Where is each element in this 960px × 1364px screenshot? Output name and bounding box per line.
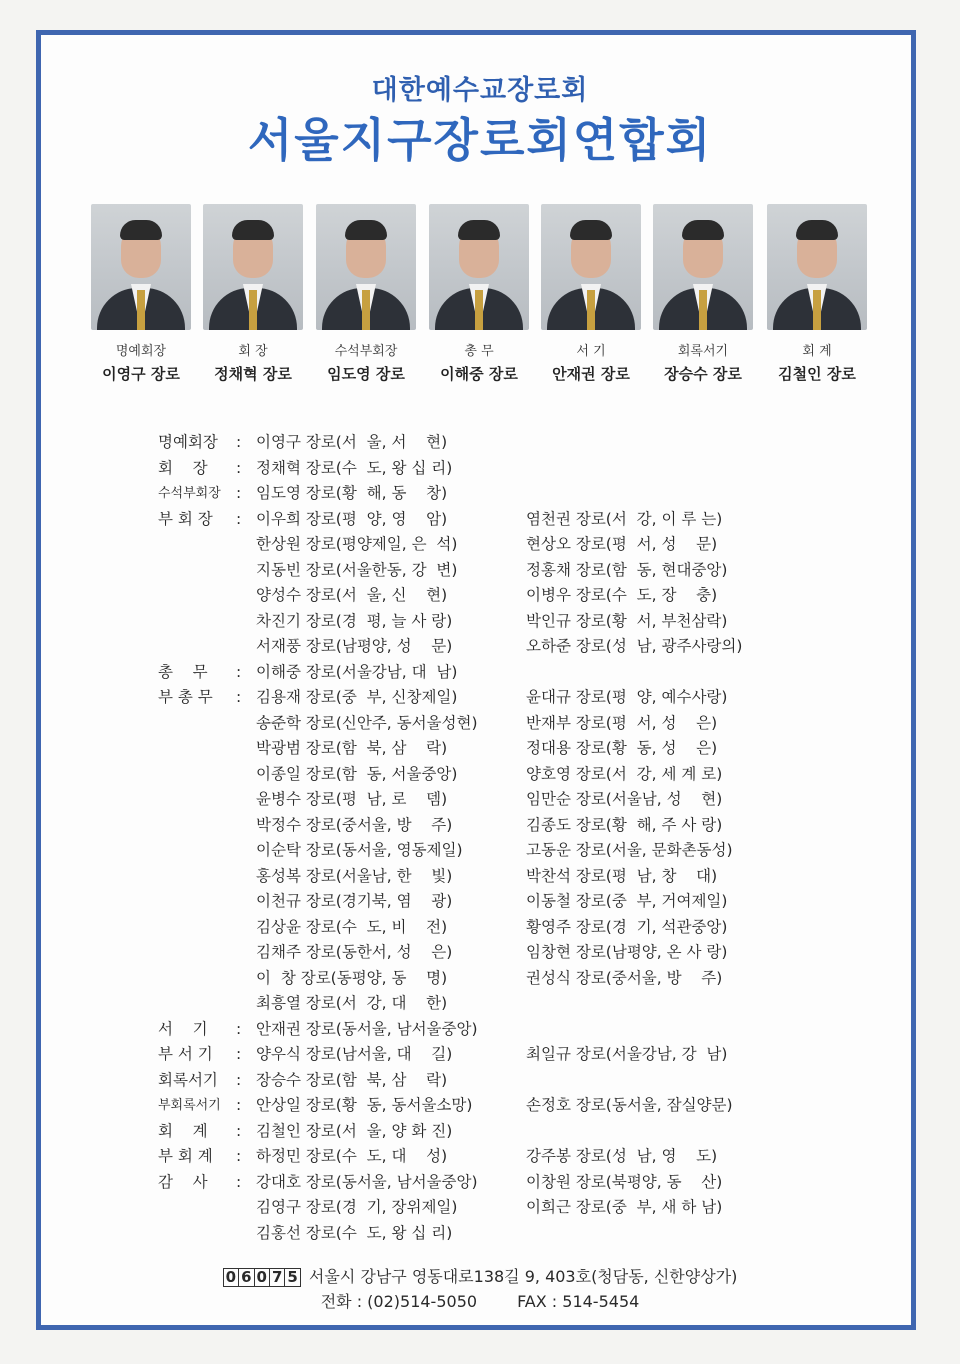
roster-row (158, 634, 858, 660)
roster-entry: 하정민 장로(수 도, 대 성) (256, 1147, 448, 1165)
roster-entry: 박찬석 장로(평 남, 창 대) (526, 866, 718, 885)
officer-name: 이해중 장로 (440, 365, 518, 383)
org-name: 대한예수교장로회 (371, 75, 589, 106)
roster-entry: 김종도 장로(황 해, 주 사 랑) (526, 815, 723, 834)
roster-row (158, 966, 858, 992)
roster-entry: 정채혁 장로(수 도, 왕 십 리) (256, 458, 453, 477)
zip-digit: 0 (254, 1268, 270, 1287)
officer-role: 명예회장 (115, 344, 167, 359)
roster-title: 회 계 (158, 1121, 208, 1140)
roster-entry: 박정수 장로(중서울, 방 주) (256, 815, 453, 834)
roster-entry: 이 창 장로(동평양, 동 명) (256, 968, 448, 987)
roster-entry: 이해중 장로(서울강남, 대 남) (256, 662, 458, 681)
roster-colon: : (236, 1172, 242, 1191)
zip-code (223, 1267, 300, 1287)
roster-colon: : (236, 1019, 242, 1038)
roster-entry: 양우식 장로(남서울, 대 길) (256, 1045, 453, 1063)
officer-card (86, 204, 196, 384)
roster-colon: : (236, 1045, 242, 1063)
roster-colon: : (236, 509, 242, 528)
roster-row (158, 660, 858, 686)
officer-role: 회 장 (238, 344, 268, 359)
address-line (0, 1264, 960, 1287)
roster-entry: 정홍채 장로(함 동, 현대중앙) (526, 560, 728, 579)
phone-number: 전화 : (02)514-5050 (320, 1292, 478, 1311)
roster-title: 서 기 (158, 1019, 208, 1038)
roster-entry: 김철인 장로(서 울, 양 화 진) (256, 1121, 453, 1140)
roster-row (158, 1017, 858, 1043)
roster-entry: 김상윤 장로(수 도, 비 전) (256, 917, 448, 936)
roster-entry: 김채주 장로(동한서, 성 은) (256, 943, 453, 961)
roster-title: 부 회 계 (158, 1147, 213, 1165)
officer-name: 정채혁 장로 (214, 365, 292, 383)
roster-row (158, 889, 858, 915)
roster-entry: 임만순 장로(서울남, 성 현) (526, 790, 723, 808)
roster-entry: 강주봉 장로(성 남, 영 도) (526, 1147, 718, 1165)
roster-title: 부 서 기 (158, 1045, 213, 1063)
roster-row (158, 583, 858, 609)
roster-title: 수석부회장 (158, 486, 221, 501)
zip-digit: 7 (269, 1268, 285, 1287)
portrait-photo (653, 204, 753, 330)
roster-entry: 송준학 장로(신안주, 동서울성현) (256, 713, 478, 732)
roster-entry: 이창원 장로(북평양, 동 산) (526, 1172, 723, 1191)
roster-title: 회록서기 (158, 1070, 218, 1089)
roster-row (158, 1042, 858, 1068)
roster-colon: : (236, 458, 242, 477)
roster-row (158, 915, 858, 941)
zip-digit: 6 (238, 1268, 254, 1287)
roster-entry: 홍성복 장로(서울남, 한 빛) (256, 866, 453, 885)
roster-entry: 박인규 장로(황 서, 부천삼락) (526, 611, 728, 630)
roster-row (158, 838, 858, 864)
roster-entry: 장승수 장로(함 북, 삼 락) (256, 1070, 448, 1089)
roster-entry: 한상원 장로(평양제일, 은 석) (256, 535, 458, 553)
roster-row (158, 1144, 858, 1170)
roster-entry: 최일규 장로(서울강남, 강 남) (526, 1045, 728, 1063)
roster-entry: 이병우 장로(수 도, 장 충) (526, 586, 718, 604)
roster-entry: 오하준 장로(성 남, 광주사랑의) (526, 637, 743, 655)
roster-entry: 이우희 장로(평 양, 영 암) (256, 509, 448, 528)
roster-row (158, 940, 858, 966)
roster-row (158, 532, 858, 558)
roster-entry: 강대호 장로(동서울, 남서울중앙) (256, 1172, 478, 1191)
roster-entry: 이천규 장로(경기북, 염 광) (256, 892, 453, 910)
roster-title: 총 무 (158, 662, 208, 681)
zip-digit: 0 (223, 1268, 239, 1287)
officer-name: 장승수 장로 (664, 365, 742, 383)
roster-row (158, 736, 858, 762)
portrait-photo (429, 204, 529, 330)
roster-row (158, 558, 858, 584)
roster-row (158, 711, 858, 737)
contact-line (0, 1289, 960, 1312)
officer-name: 임도영 장로 (327, 365, 405, 383)
officer-role: 수석부회장 (334, 344, 398, 359)
roster-title: 명예회장 (158, 433, 218, 451)
roster-colon: : (236, 1147, 242, 1165)
officer-name: 안재권 장로 (552, 365, 630, 383)
fax-number: FAX : 514-5454 (517, 1292, 640, 1311)
roster-row (158, 813, 858, 839)
roster-entry: 이동철 장로(중 부, 거여제일) (526, 892, 728, 910)
officer-photos (0, 204, 960, 394)
roster-entry: 권성식 장로(중서울, 방 주) (526, 968, 723, 987)
roster-row (158, 864, 858, 890)
roster-colon: : (236, 662, 242, 681)
officer-name: 이영구 장로 (102, 365, 180, 383)
roster-entry: 안상일 장로(황 동, 동서울소망) (256, 1096, 473, 1114)
roster-row (158, 991, 858, 1017)
officer-card (762, 204, 872, 384)
roster-entry: 최흥열 장로(서 강, 대 한) (256, 994, 448, 1012)
roster-entry: 이영구 장로(서 울, 서 현) (256, 433, 448, 451)
address-text: 서울시 강남구 영동대로138길 9, 403호(청담동, 신한양상가) (308, 1267, 738, 1286)
roster-entry: 반재부 장로(평 서, 성 은) (526, 713, 718, 732)
roster-row (158, 609, 858, 635)
roster-row (158, 1093, 858, 1119)
portrait-photo (203, 204, 303, 330)
roster-entry: 임도영 장로(황 해, 동 창) (256, 484, 448, 502)
roster-row (158, 481, 858, 507)
roster-entry: 윤병수 장로(평 남, 로 뎀) (256, 790, 448, 808)
officer-role: 서 기 (576, 344, 606, 359)
roster-entry: 김영구 장로(경 기, 장위제일) (256, 1198, 458, 1216)
officer-role: 회 계 (802, 344, 832, 359)
roster-entry: 고동운 장로(서울, 문화촌동성) (526, 841, 733, 859)
roster-entry: 양성수 장로(서 울, 신 현) (256, 586, 448, 604)
portrait-photo (541, 204, 641, 330)
officer-card (648, 204, 758, 384)
roster-entry: 김홍선 장로(수 도, 왕 십 리) (256, 1223, 453, 1242)
roster-entry: 김용재 장로(중 부, 신창제일) (256, 688, 458, 706)
roster-title: 회 장 (158, 458, 208, 477)
roster-title: 감 사 (158, 1172, 208, 1191)
roster-colon: : (236, 1121, 242, 1140)
roster-entry: 차진기 장로(경 평, 늘 사 랑) (256, 611, 453, 630)
roster-row (158, 1119, 858, 1145)
officer-role: 회록서기 (677, 344, 729, 359)
roster-row (158, 1170, 858, 1196)
roster-entry: 이순탁 장로(동서울, 영동제일) (256, 841, 463, 859)
roster-row (158, 507, 858, 533)
roster-row (158, 456, 858, 482)
roster-entry: 지동빈 장로(서울한동, 강 변) (256, 560, 458, 579)
roster-entry: 손정호 장로(동서울, 잠실양문) (526, 1096, 733, 1114)
roster-entry: 박광범 장로(함 북, 삼 락) (256, 739, 448, 757)
officer-card (424, 204, 534, 384)
roster-title: 부 회 장 (158, 509, 213, 528)
officer-card (536, 204, 646, 384)
roster-row (158, 787, 858, 813)
roster-colon: : (236, 688, 242, 706)
roster-row (158, 430, 858, 456)
roster-entry: 이종일 장로(함 동, 서울중앙) (256, 764, 458, 783)
roster-title: 부 총 무 (158, 688, 213, 706)
roster-entry: 임창현 장로(남평양, 온 사 랑) (526, 943, 728, 961)
officer-role: 총 무 (464, 344, 494, 359)
officer-name: 김철인 장로 (778, 365, 856, 383)
roster-entry: 정대용 장로(황 동, 성 은) (526, 739, 718, 757)
roster-entry: 현상오 장로(평 서, 성 문) (526, 535, 718, 553)
roster-entry: 서재풍 장로(남평양, 성 문) (256, 637, 453, 655)
roster-entry: 양호영 장로(서 강, 세 계 로) (526, 764, 723, 783)
roster-entry: 윤대규 장로(평 양, 예수사랑) (526, 688, 728, 706)
roster-colon: : (236, 433, 242, 451)
portrait-photo (316, 204, 416, 330)
roster-row (158, 1195, 858, 1221)
roster-row (158, 1221, 858, 1247)
roster-row (158, 685, 858, 711)
roster-title: 부회록서기 (158, 1098, 221, 1113)
roster-entry: 안재권 장로(동서울, 남서울중앙) (256, 1019, 478, 1038)
officer-roster (158, 430, 858, 1246)
roster-entry: 황영주 장로(경 기, 석관중앙) (526, 917, 728, 936)
officer-card (198, 204, 308, 384)
roster-row (158, 762, 858, 788)
roster-colon: : (236, 484, 242, 502)
roster-row (158, 1068, 858, 1094)
council-title: 서울지구장로회연합회 (247, 113, 713, 167)
portrait-photo (767, 204, 867, 330)
zip-digit: 5 (284, 1268, 300, 1287)
roster-entry: 이희근 장로(중 부, 새 하 남) (526, 1198, 723, 1216)
roster-entry: 염천권 장로(서 강, 이 루 는) (526, 509, 723, 528)
officer-card (311, 204, 421, 384)
roster-colon: : (236, 1070, 242, 1089)
roster-colon: : (236, 1096, 242, 1114)
portrait-photo (91, 204, 191, 330)
